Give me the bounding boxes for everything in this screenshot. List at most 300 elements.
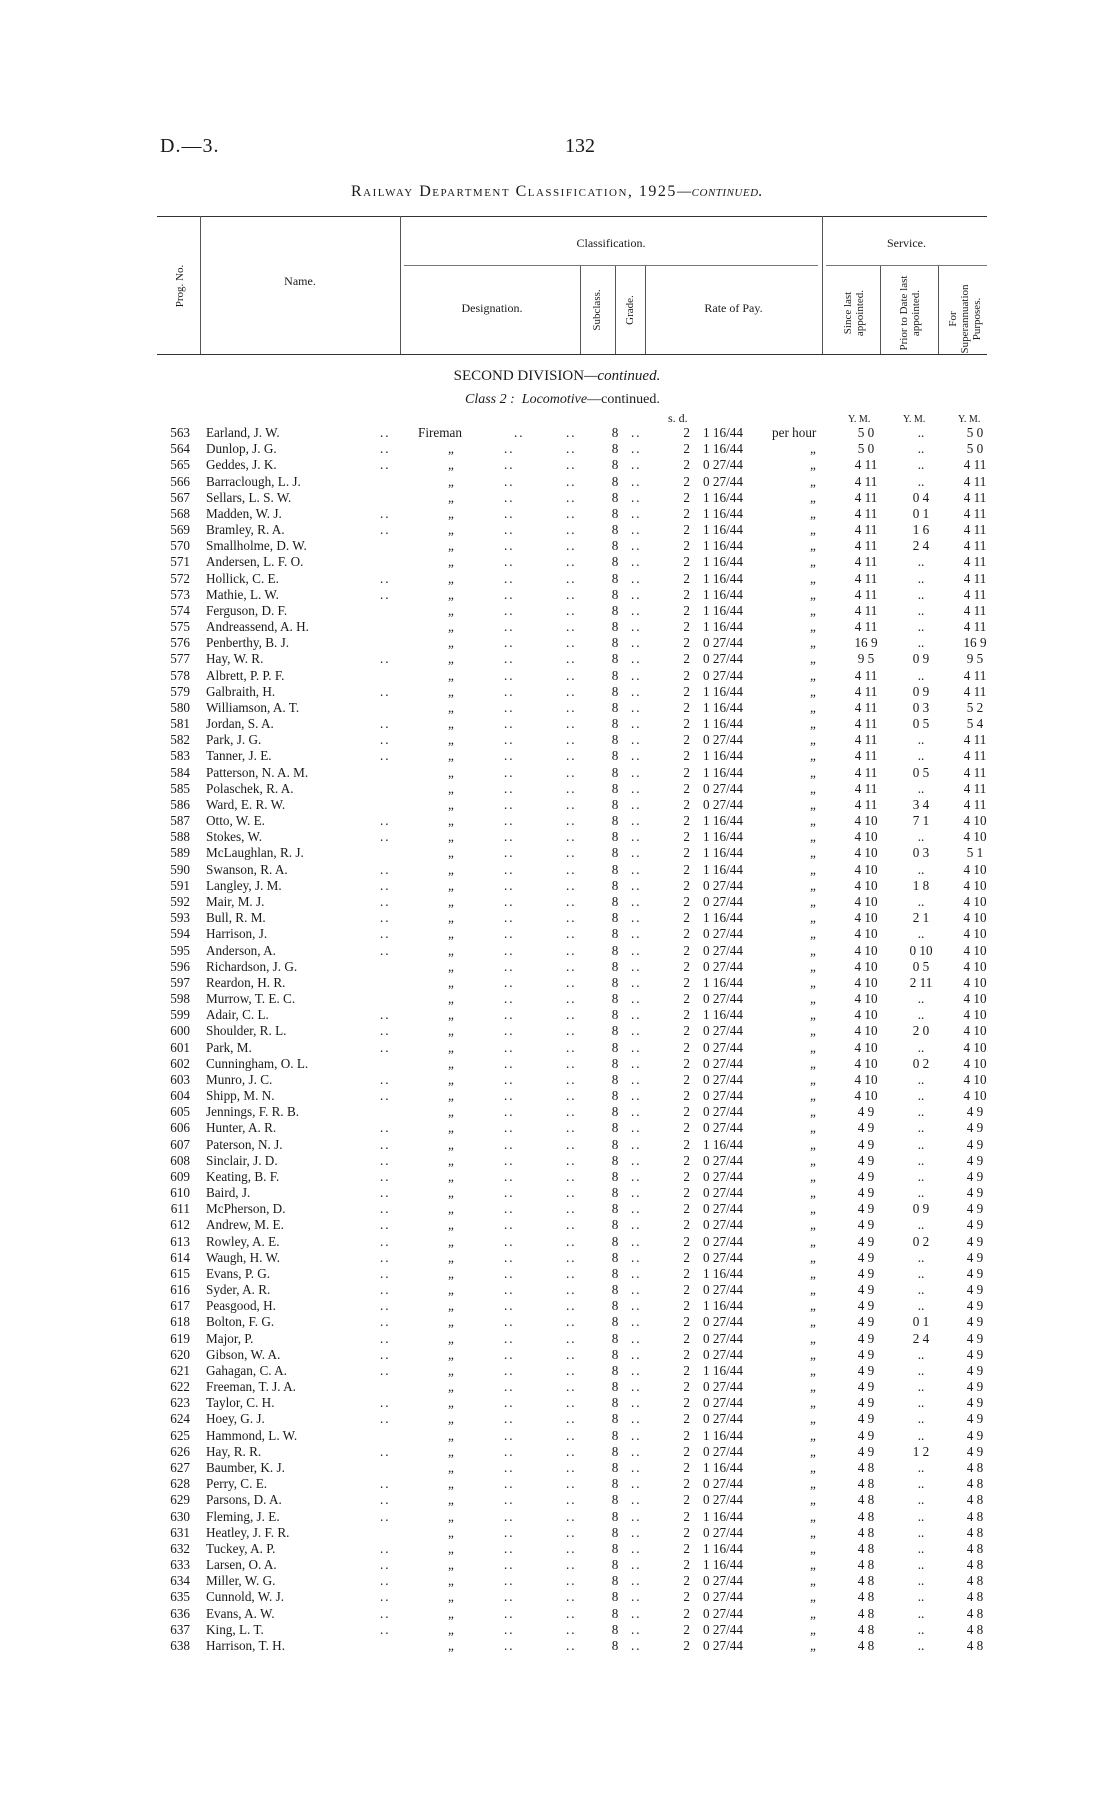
cell-service-super: 4 11 <box>963 538 987 554</box>
cell-subclass: 8 <box>611 958 619 974</box>
class-title <box>465 392 660 408</box>
cell-service-prior: 0 3 <box>912 845 930 861</box>
table-row <box>0 1606 1114 1622</box>
cell-designation-dots-2: .. <box>566 748 577 764</box>
cell-subclass-dots: .. <box>631 1217 642 1233</box>
cell-rate-pence: 0 27/44 <box>703 1168 743 1184</box>
cell-designation-dots: .. <box>504 1104 515 1120</box>
cell-name-dots: .. <box>380 732 391 748</box>
cell-service-since: 4 9 <box>857 1379 875 1395</box>
cell-designation-dots: .. <box>504 1476 515 1492</box>
cell-rate-pence: 0 27/44 <box>703 635 743 651</box>
cell-name: Hay, W. R. <box>206 651 264 667</box>
cell-name-dots: .. <box>380 457 391 473</box>
cell-designation-dots: .. <box>504 1524 515 1540</box>
cell-rate-per: „ <box>810 1589 816 1605</box>
cell-name: Baumber, K. J. <box>206 1460 285 1475</box>
cell-name-dots: .. <box>380 1282 391 1298</box>
table-row <box>0 1169 1114 1185</box>
cell-designation-dots: .. <box>504 522 515 538</box>
class-name: Locomotive <box>521 392 588 407</box>
cell-rate-pence: 1 16/44 <box>703 1298 743 1314</box>
cell-subclass-dots: .. <box>631 586 642 602</box>
header-service: Service. <box>887 236 926 250</box>
cell-name: Syder, A. R. <box>206 1282 271 1298</box>
cell-designation-dots: .. <box>504 667 515 683</box>
table-row <box>0 748 1114 764</box>
cell-service-since: 4 9 <box>857 1185 875 1201</box>
cell-designation-dots-2: .. <box>566 699 577 715</box>
cell-subclass: 8 <box>611 635 619 651</box>
cell-subclass-dots: .. <box>631 1136 642 1152</box>
table-row <box>0 1314 1114 1330</box>
cell-service-since: 4 9 <box>857 1249 875 1265</box>
cell-rate-shillings: 2 <box>683 441 690 457</box>
cell-designation: „ <box>448 1427 454 1443</box>
cell-rate-shillings: 2 <box>683 1298 690 1314</box>
cell-name: Cunningham, O. L. <box>206 1055 309 1071</box>
cell-service-since: 4 10 <box>854 893 878 909</box>
cell-name: Taylor, C. H. <box>206 1395 275 1411</box>
cell-rate-per: „ <box>810 991 816 1007</box>
cell-subclass-dots: .. <box>631 1605 642 1621</box>
cell-prog-no: 605 <box>170 1104 190 1120</box>
table-row <box>0 1492 1114 1508</box>
cell-name: Barraclough, L. J. <box>206 473 301 489</box>
cell-prog-no: 567 <box>170 489 190 505</box>
cell-designation: „ <box>448 1395 454 1411</box>
table-row <box>0 1137 1114 1153</box>
cell-rate-pence: 0 27/44 <box>703 1088 743 1104</box>
cell-name: Waugh, H. W. <box>206 1249 281 1265</box>
table-row <box>0 522 1114 538</box>
cell-rate-pence: 1 16/44 <box>703 1508 743 1524</box>
cell-subclass: 8 <box>611 1120 619 1136</box>
cell-designation: „ <box>448 1540 454 1556</box>
cell-subclass-dots: .. <box>631 813 642 829</box>
cell-service-super: 4 11 <box>963 764 987 780</box>
cell-prog-no: 621 <box>170 1362 190 1378</box>
cell-rate-shillings: 2 <box>683 861 690 877</box>
table-row <box>0 587 1114 603</box>
cell-service-since: 4 10 <box>854 845 878 861</box>
cell-designation: „ <box>448 1007 454 1023</box>
cell-service-since: 4 11 <box>854 522 878 538</box>
cell-rate-shillings: 2 <box>683 1152 690 1168</box>
cell-rate-per: „ <box>810 1314 816 1330</box>
cell-service-since: 4 11 <box>854 716 878 732</box>
cell-designation-dots: .. <box>504 1605 515 1621</box>
cell-designation-dots-2: .. <box>566 651 577 667</box>
cell-service-super: 4 9 <box>966 1249 984 1265</box>
cell-rate-per: per hour <box>772 425 817 440</box>
cell-rate-shillings: 2 <box>683 1621 690 1637</box>
cell-service-super: 4 9 <box>966 1168 984 1184</box>
cell-service-super: 4 9 <box>966 1104 984 1120</box>
cell-name: Williamson, A. T. <box>206 699 300 715</box>
cell-subclass-dots: .. <box>631 522 642 538</box>
cell-service-since: 4 11 <box>854 602 878 618</box>
cell-name: Ward, E. R. W. <box>206 796 286 812</box>
cell-subclass-dots: .. <box>631 893 642 909</box>
cell-subclass: 8 <box>611 1249 619 1265</box>
cell-designation-dots-2: .. <box>566 1249 577 1265</box>
cell-service-since: 4 11 <box>854 554 878 570</box>
cell-service-super: 4 10 <box>963 974 987 990</box>
cell-service-super: 4 10 <box>963 942 987 958</box>
cell-name: Andreassend, A. H. <box>206 619 309 635</box>
cell-designation-dots-2: .. <box>566 1362 577 1378</box>
cell-rate-pence: 0 27/44 <box>703 1395 743 1411</box>
cell-service-prior: .. <box>917 1265 925 1281</box>
cell-rate-pence: 1 16/44 <box>703 489 743 505</box>
table-row <box>0 1525 1114 1541</box>
cell-subclass: 8 <box>611 538 619 554</box>
class-continued: —continued. <box>587 392 660 407</box>
cell-subclass-dots: .. <box>631 651 642 667</box>
cell-subclass: 8 <box>611 1136 619 1152</box>
cell-rate-pence: 1 16/44 <box>703 1265 743 1281</box>
cell-designation-dots: .. <box>504 1589 515 1605</box>
header-superannuation: For Superannuation Purposes. <box>947 284 983 354</box>
cell-prog-no: 577 <box>170 651 190 667</box>
cell-prog-no: 610 <box>170 1185 190 1201</box>
cell-service-prior: .. <box>917 861 925 877</box>
cell-name: Paterson, N. J. <box>206 1136 283 1152</box>
cell-name: Langley, J. M. <box>206 877 282 893</box>
cell-rate-per: „ <box>810 1427 816 1443</box>
cell-subclass: 8 <box>611 425 619 440</box>
cell-designation-dots: .. <box>504 635 515 651</box>
cell-service-prior: .. <box>917 1605 925 1621</box>
cell-name-dots: .. <box>380 877 391 893</box>
cell-name: Hammond, L. W. <box>206 1427 298 1443</box>
cell-subclass: 8 <box>611 1637 619 1653</box>
cell-subclass-dots: .. <box>631 1573 642 1589</box>
cell-rate-pence: 0 27/44 <box>703 991 743 1007</box>
cell-designation-dots: .. <box>504 602 515 618</box>
cell-name: Geddes, J. K. <box>206 457 277 473</box>
cell-designation-dots: .. <box>504 796 515 812</box>
cell-rate-per: „ <box>810 926 816 942</box>
cell-service-since: 4 10 <box>854 829 878 845</box>
cell-service-prior: .. <box>917 1411 925 1427</box>
cell-subclass: 8 <box>611 651 619 667</box>
cell-designation-dots: .. <box>504 1201 515 1217</box>
cell-rate-pence: 1 16/44 <box>703 910 743 926</box>
table-row <box>0 1573 1114 1589</box>
cell-service-since: 4 8 <box>857 1573 875 1589</box>
cell-rate-pence: 1 16/44 <box>703 505 743 521</box>
cell-subclass: 8 <box>611 764 619 780</box>
cell-prog-no: 585 <box>170 780 190 796</box>
cell-designation-dots: .. <box>504 991 515 1007</box>
cell-rate-per: „ <box>810 796 816 812</box>
cell-subclass-dots: .. <box>631 570 642 586</box>
cell-name: Andersen, L. F. O. <box>206 554 304 570</box>
division-name: SECOND DIVISION <box>453 368 585 384</box>
table-row <box>0 1444 1114 1460</box>
cell-subclass-dots: .. <box>631 1346 642 1362</box>
header-name: Name. <box>284 274 316 288</box>
cell-service-since: 4 8 <box>857 1589 875 1605</box>
table-row <box>0 1347 1114 1363</box>
cell-rate-per: „ <box>810 602 816 618</box>
cell-rate-pence: 0 27/44 <box>703 1379 743 1395</box>
cell-rate-per: „ <box>810 764 816 780</box>
cell-subclass: 8 <box>611 683 619 699</box>
cell-rate-shillings: 2 <box>683 1088 690 1104</box>
cell-designation-dots: .. <box>504 926 515 942</box>
cell-prog-no: 608 <box>170 1152 190 1168</box>
cell-name: Shoulder, R. L. <box>206 1023 287 1039</box>
table-row <box>0 1234 1114 1250</box>
cell-designation-dots: .. <box>504 489 515 505</box>
header-subclass: Subclass. <box>591 289 603 331</box>
cell-service-prior: 1 8 <box>912 877 930 893</box>
cell-designation: „ <box>448 1071 454 1087</box>
cell-subclass-dots: .. <box>631 1330 642 1346</box>
cell-rate-pence: 0 27/44 <box>703 1573 743 1589</box>
cell-designation-dots: .. <box>504 1573 515 1589</box>
cell-designation-dots: .. <box>504 1443 515 1459</box>
class-label: Class 2 : <box>465 392 515 407</box>
cell-designation-dots-2: .. <box>566 457 577 473</box>
cell-service-super: 4 10 <box>963 910 987 926</box>
header-prior-to-date: Prior to Date last appointed. <box>898 275 922 351</box>
cell-rate-pence: 0 27/44 <box>703 457 743 473</box>
cell-subclass-dots: .. <box>631 554 642 570</box>
cell-subclass-dots: .. <box>631 926 642 942</box>
cell-prog-no: 582 <box>170 732 190 748</box>
cell-subclass: 8 <box>611 1298 619 1314</box>
cell-prog-no: 575 <box>170 619 190 635</box>
cell-rate-per: „ <box>810 1201 816 1217</box>
cell-rate-per: „ <box>810 683 816 699</box>
table-row <box>0 813 1114 829</box>
cell-service-prior: .. <box>917 457 925 473</box>
cell-name-dots: .. <box>380 1605 391 1621</box>
cell-designation-dots: .. <box>504 1395 515 1411</box>
cell-rate-per: „ <box>810 1136 816 1152</box>
cell-rate-shillings: 2 <box>683 732 690 748</box>
header-classification: Classification. <box>576 236 646 250</box>
cell-prog-no: 623 <box>170 1395 190 1411</box>
cell-designation-dots-2: .. <box>566 1573 577 1589</box>
cell-name: Larsen, O. A. <box>206 1557 277 1573</box>
cell-service-since: 4 10 <box>854 974 878 990</box>
cell-designation-dots-2: .. <box>566 1120 577 1136</box>
cell-rate-per: „ <box>810 1492 816 1508</box>
cell-designation-dots: .. <box>504 1055 515 1071</box>
cell-service-prior: 0 3 <box>912 699 930 715</box>
cell-rate-shillings: 2 <box>683 1476 690 1492</box>
cell-designation: „ <box>448 877 454 893</box>
cell-designation: „ <box>448 1637 454 1653</box>
table-row <box>0 1104 1114 1120</box>
cell-designation: „ <box>448 1039 454 1055</box>
cell-designation-dots-2: .. <box>566 522 577 538</box>
cell-subclass: 8 <box>611 813 619 829</box>
cell-service-prior: .. <box>917 619 925 635</box>
cell-service-super: 4 9 <box>966 1443 984 1459</box>
cell-rate-pence: 1 16/44 <box>703 974 743 990</box>
cell-service-super: 4 8 <box>966 1621 984 1637</box>
cell-rate-pence: 0 27/44 <box>703 780 743 796</box>
cell-rate-shillings: 2 <box>683 1557 690 1573</box>
cell-designation-dots: .. <box>504 1314 515 1330</box>
cell-rate-per: „ <box>810 473 816 489</box>
cell-service-since: 4 9 <box>857 1201 875 1217</box>
cell-rate-shillings: 2 <box>683 1185 690 1201</box>
cell-subclass-dots: .. <box>631 1185 642 1201</box>
cell-prog-no: 579 <box>170 683 190 699</box>
cell-designation: „ <box>448 651 454 667</box>
cell-name: Ferguson, D. F. <box>206 602 288 618</box>
cell-prog-no: 620 <box>170 1346 190 1362</box>
cell-designation-dots: .. <box>504 619 515 635</box>
page-title <box>0 183 1114 201</box>
cell-subclass-dots: .. <box>631 1411 642 1427</box>
cell-designation: „ <box>448 748 454 764</box>
cell-name: Madden, W. J. <box>206 505 282 521</box>
cell-designation-dots-2: .. <box>566 425 577 440</box>
cell-name-dots: .. <box>380 1249 391 1265</box>
cell-designation-dots: .. <box>504 1540 515 1556</box>
cell-designation-dots: .. <box>504 1249 515 1265</box>
cell-designation-dots: .. <box>504 1007 515 1023</box>
cell-service-prior: 2 0 <box>912 1023 930 1039</box>
cell-prog-no: 634 <box>170 1573 190 1589</box>
cell-service-prior: .. <box>917 1362 925 1378</box>
cell-service-super: 4 11 <box>963 489 987 505</box>
header-designation: Designation. <box>461 301 523 315</box>
table-row <box>0 1460 1114 1476</box>
cell-service-since: 4 11 <box>854 667 878 683</box>
cell-designation: „ <box>448 602 454 618</box>
cell-subclass-dots: .. <box>631 538 642 554</box>
table-row <box>0 1298 1114 1314</box>
cell-service-prior: .. <box>917 1524 925 1540</box>
cell-service-super: 4 8 <box>966 1492 984 1508</box>
cell-service-prior: .. <box>917 1573 925 1589</box>
cell-name: Jennings, F. R. B. <box>206 1104 300 1120</box>
cell-service-prior: .. <box>917 1185 925 1201</box>
cell-subclass-dots: .. <box>631 829 642 845</box>
cell-designation: „ <box>448 1460 454 1475</box>
cell-subclass-dots: .. <box>631 1379 642 1395</box>
cell-subclass-dots: .. <box>631 1460 642 1475</box>
cell-designation-dots-2: .. <box>566 1104 577 1120</box>
cell-rate-shillings: 2 <box>683 1201 690 1217</box>
cell-designation: „ <box>448 473 454 489</box>
cell-name-dots: .. <box>380 1395 391 1411</box>
cell-service-prior: .. <box>917 1136 925 1152</box>
cell-name-dots: .. <box>380 1168 391 1184</box>
cell-subclass: 8 <box>611 926 619 942</box>
cell-designation-dots: .. <box>504 570 515 586</box>
cell-designation-dots: .. <box>504 554 515 570</box>
cell-designation: „ <box>448 780 454 796</box>
cell-designation-dots: .. <box>504 845 515 861</box>
cell-rate-per: „ <box>810 1557 816 1573</box>
cell-prog-no: 632 <box>170 1540 190 1556</box>
cell-name: King, L. T. <box>206 1621 264 1637</box>
cell-prog-no: 587 <box>170 813 190 829</box>
cell-designation-dots-2: .. <box>566 1427 577 1443</box>
cell-subclass: 8 <box>611 1557 619 1573</box>
cell-prog-no: 595 <box>170 942 190 958</box>
cell-subclass: 8 <box>611 619 619 635</box>
cell-designation-dots: .. <box>504 748 515 764</box>
cell-prog-no: 566 <box>170 473 190 489</box>
cell-rate-per: „ <box>810 667 816 683</box>
cell-name: Keating, B. F. <box>206 1168 280 1184</box>
cell-name-dots: .. <box>380 1492 391 1508</box>
cell-designation: „ <box>448 796 454 812</box>
cell-name-dots: .. <box>380 505 391 521</box>
cell-rate-shillings: 2 <box>683 570 690 586</box>
cell-designation-dots-2: .. <box>566 1346 577 1362</box>
cell-name-dots: .. <box>380 425 391 440</box>
cell-service-prior: 2 4 <box>912 1330 930 1346</box>
cell-rate-per: „ <box>810 829 816 845</box>
cell-prog-no: 583 <box>170 748 190 764</box>
cell-service-super: 5 4 <box>966 716 984 732</box>
cell-rate-per: „ <box>810 554 816 570</box>
cell-designation-dots: .. <box>504 505 515 521</box>
cell-rate-shillings: 2 <box>683 1540 690 1556</box>
table-row <box>0 1589 1114 1605</box>
cell-name: Baird, J. <box>206 1185 251 1201</box>
cell-designation: „ <box>448 1411 454 1427</box>
cell-rate-per: „ <box>810 813 816 829</box>
cell-subclass-dots: .. <box>631 473 642 489</box>
cell-rate-shillings: 2 <box>683 1104 690 1120</box>
cell-rate-shillings: 2 <box>683 1249 690 1265</box>
cell-rate-shillings: 2 <box>683 1637 690 1653</box>
cell-rate-per: „ <box>810 538 816 554</box>
cell-service-since: 4 9 <box>857 1427 875 1443</box>
table-row <box>0 959 1114 975</box>
cell-rate-shillings: 2 <box>683 1411 690 1427</box>
cell-service-since: 4 9 <box>857 1217 875 1233</box>
cell-designation-dots: .. <box>504 893 515 909</box>
cell-rate-pence: 1 16/44 <box>703 1427 743 1443</box>
cell-service-since: 4 11 <box>854 619 878 635</box>
cell-service-prior: .. <box>917 1152 925 1168</box>
cell-name-dots: .. <box>380 1217 391 1233</box>
cell-service-super: 4 10 <box>963 1039 987 1055</box>
cell-name: Smallholme, D. W. <box>206 538 307 554</box>
cell-rate-shillings: 2 <box>683 1217 690 1233</box>
cell-rate-per: „ <box>810 1007 816 1023</box>
cell-name: Tuckey, A. P. <box>206 1540 276 1556</box>
cell-subclass-dots: .. <box>631 958 642 974</box>
cell-prog-no: 597 <box>170 974 190 990</box>
cell-prog-no: 622 <box>170 1379 190 1395</box>
cell-service-super: 4 9 <box>966 1314 984 1330</box>
cell-rate-shillings: 2 <box>683 1007 690 1023</box>
cell-name: Parsons, D. A. <box>206 1492 282 1508</box>
header-prog-no: Prog. No. <box>174 264 186 308</box>
cell-subclass: 8 <box>611 554 619 570</box>
cell-rate-pence: 0 27/44 <box>703 651 743 667</box>
cell-designation: „ <box>448 1233 454 1249</box>
cell-service-since: 4 10 <box>854 958 878 974</box>
cell-rate-per: „ <box>810 1524 816 1540</box>
cell-designation: „ <box>448 1298 454 1314</box>
